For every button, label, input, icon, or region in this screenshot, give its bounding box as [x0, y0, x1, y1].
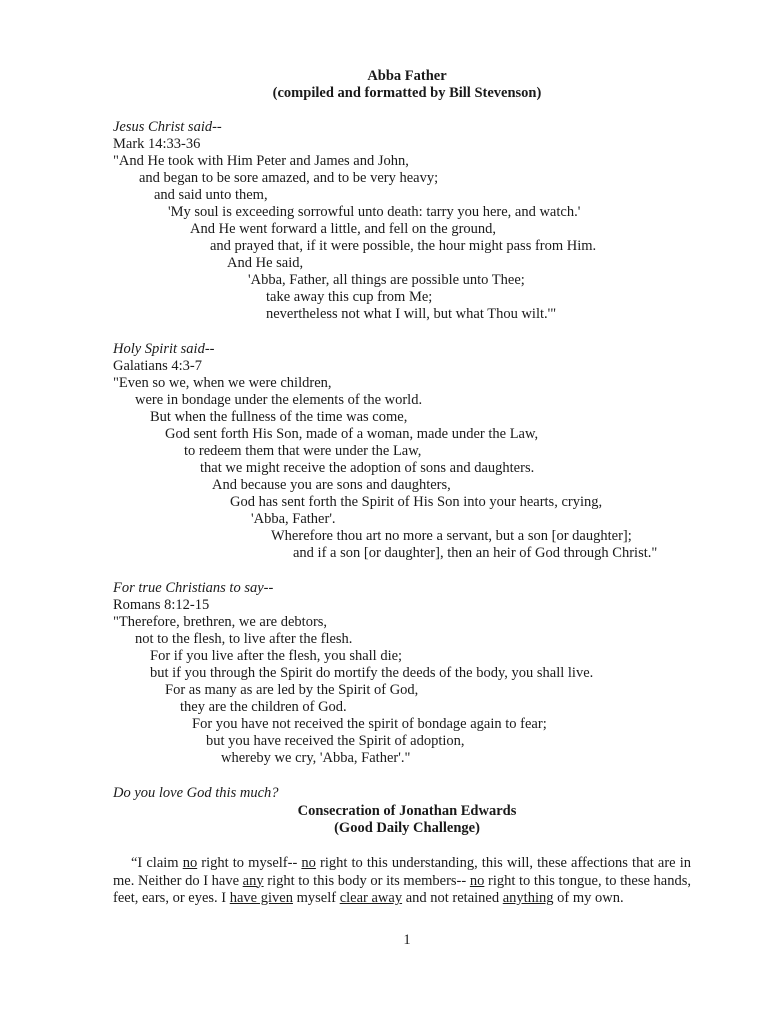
paragraph-text: of my own.: [553, 890, 624, 906]
scripture-reference: Mark 14:33-36: [113, 136, 201, 152]
verse-line: and if a son [or daughter], then an heir of God through Christ.": [293, 545, 658, 561]
verse-line: nevertheless not what I will, but what Thou wilt.'": [266, 306, 557, 322]
section-heading-jesus: Jesus Christ said--: [113, 119, 222, 135]
question-text: Do you love God this much?: [113, 785, 279, 801]
paragraph-text: right to this body or its members--: [263, 872, 470, 889]
underlined-text: anything: [502, 890, 554, 906]
paragraph-text: right to myself--: [197, 855, 302, 871]
section-heading-holy-spirit: Holy Spirit said--: [113, 341, 215, 357]
underlined-text: no: [301, 855, 316, 871]
verse-line: but you have received the Spirit of adoption,: [206, 733, 465, 749]
verse-line: 'Abba, Father'.: [251, 511, 336, 527]
verse-line: they are the children of God.: [180, 699, 347, 715]
paragraph-text: right to this tongue, to these hands, feet, ears, or eyes. I: [113, 872, 691, 906]
verse-line: 'My soul is exceeding sorrowful unto death: tarry you here, and watch.': [168, 204, 581, 220]
paragraph-text: “I claim: [131, 855, 183, 871]
underlined-text: any: [242, 872, 264, 889]
verse-line: For if you live after the flesh, you shall die;: [150, 648, 403, 664]
scripture-reference: Romans 8:12-15: [113, 597, 210, 613]
verse-line: 'Abba, Father, all things are possible unto Thee;: [248, 272, 525, 288]
verse-line: that we might receive the adoption of sons and daughters.: [200, 460, 535, 476]
paragraph-text: myself: [292, 890, 340, 906]
verse-line: And He went forward a little, and fell on the ground,: [190, 221, 497, 237]
paragraph-text: and not retained: [402, 890, 503, 906]
verse-line: For as many as are led by the Spirit of God,: [165, 682, 419, 698]
verse-line: but if you through the Spirit do mortify the deeds of the body, you shall live.: [150, 665, 594, 681]
document-title: Abba Father: [367, 68, 447, 84]
verse-line: "And He took with Him Peter and James and John,: [113, 153, 409, 169]
verse-line: and began to be sore amazed, and to be very heavy;: [139, 170, 439, 186]
verse-line: take away this cup from Me;: [266, 289, 433, 305]
verse-line: "Even so we, when we were children,: [113, 375, 332, 391]
underlined-text: have given: [229, 890, 293, 906]
verse-line: For you have not received the spirit of bondage again to fear;: [192, 716, 547, 732]
verse-line: to redeem them that were under the Law,: [184, 443, 422, 459]
consecration-subtitle: (Good Daily Challenge): [334, 820, 480, 836]
consecration-paragraph: [113, 855, 691, 908]
paragraph-text: right to this understanding, this will, these affections that are in me. Neither do I have: [113, 855, 691, 889]
verse-line: "Therefore, brethren, we are debtors,: [113, 614, 328, 630]
underlined-text: no: [182, 855, 198, 871]
verse-line: not to the flesh, to live after the flesh.: [135, 631, 353, 647]
scripture-reference: Galatians 4:3-7: [113, 358, 202, 374]
consecration-title: Consecration of Jonathan Edwards: [297, 803, 517, 819]
underlined-text: no: [469, 872, 485, 889]
verse-line: And because you are sons and daughters,: [212, 477, 451, 493]
verse-line: God has sent forth the Spirit of His Son into your hearts, crying,: [230, 494, 603, 510]
verse-line: But when the fullness of the time was come,: [150, 409, 408, 425]
page-number: 1: [403, 932, 411, 948]
verse-line: and said unto them,: [154, 187, 268, 203]
document-subtitle: (compiled and formatted by Bill Stevenson): [272, 85, 542, 101]
verse-line: And He said,: [227, 255, 304, 271]
verse-line: were in bondage under the elements of the world.: [135, 392, 423, 408]
underlined-text: clear away: [339, 890, 403, 906]
verse-line: God sent forth His Son, made of a woman, made under the Law,: [165, 426, 539, 442]
verse-line: whereby we cry, 'Abba, Father'.": [221, 750, 411, 766]
section-heading-christians: For true Christians to say--: [113, 580, 274, 596]
verse-line: Wherefore thou art no more a servant, but a son [or daughter];: [271, 528, 632, 544]
verse-line: and prayed that, if it were possible, the hour might pass from Him.: [210, 238, 597, 254]
